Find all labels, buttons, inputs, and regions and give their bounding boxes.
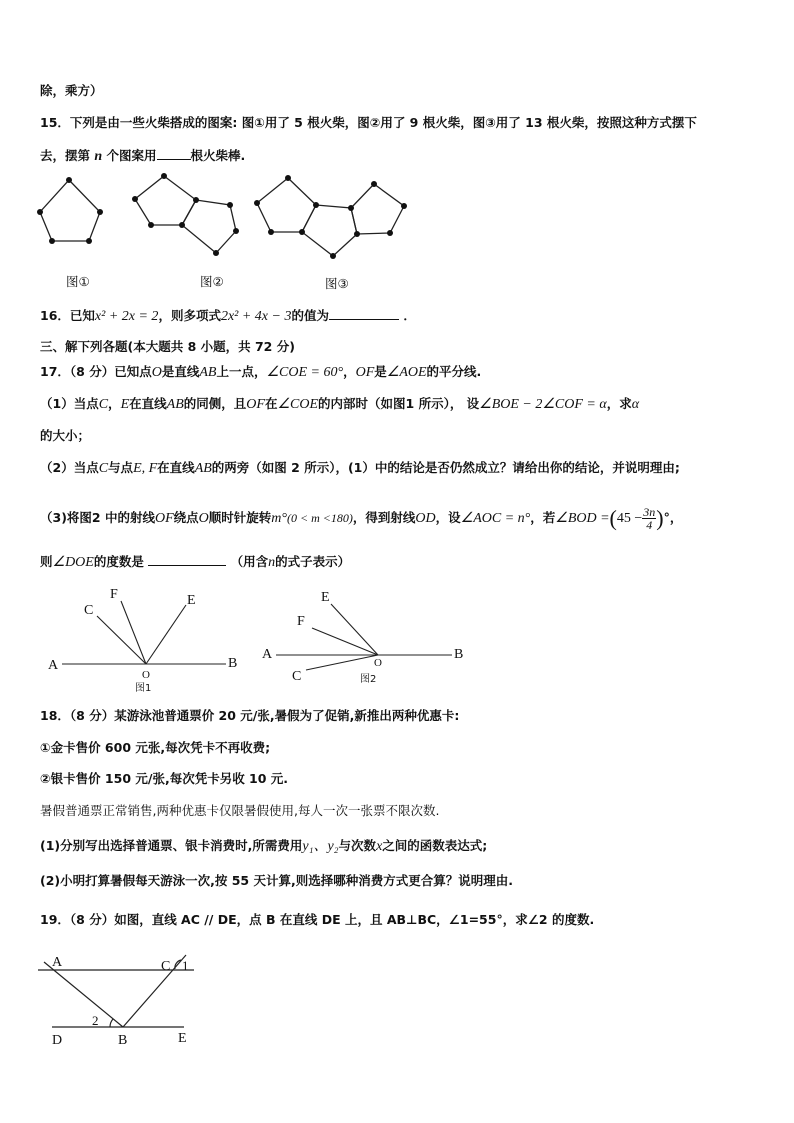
fig1-label-b: B [228,656,238,671]
label-1: 1 [182,958,189,973]
label-c: C [161,959,171,974]
fig1-caption: 图1 [135,683,152,694]
question-18: 18．（8 分）某游泳池普通票价 20 元/张,暑假为了促销,新推出两种优惠卡: [40,708,460,723]
fig1-label-f: F [110,587,118,602]
question-18-part1: (1)分别写出选择普通票、银卡消费时,所需费用y₁、y₂与次数x之间的函数表达式; [40,838,488,854]
question-19: 19．（8 分）如图，直线 AC // DE，点 B 在直线 DE 上，且 AB⊥BC，∠1=55°，求∠2 的度数. [40,912,595,927]
fig2-caption: 图② [200,274,224,289]
line-ab [44,962,123,1027]
question-18-note: 暑假普通票正常销售,两种优惠卡仅限暑假使用,每人一次一张票不限次数. [40,803,440,818]
angle-2-arc [110,1019,113,1027]
question-18-part2: (2)小明打算暑假每天游泳一次,按 55 天计算,则选择哪种消费方式更合算？说明理由. [40,873,513,888]
question-15-line1: 15．下列是由一些火柴搭成的图案: 图①用了 5 根火柴，图②用了 9 根火柴，图③用了 13 根火柴，按照这种方式摆下 [40,115,697,130]
section-heading: 三、解下列各题(本大题共 8 小题，共 72 分) [40,339,295,354]
label-2: 2 [92,1013,99,1028]
fig2-label-o: O [374,657,382,669]
label-d: D [52,1033,63,1048]
fig2-label-f: F [297,614,305,629]
question-17-part1-cont: 的大小； [40,428,91,443]
label-b: B [118,1033,128,1048]
fig2-label-b: B [454,647,464,662]
fig1-label-o: O [142,669,150,681]
question-17: 17．（8 分）已知点O是直线AB上一点，∠COE = 60°，OF是∠AOE的平分线. [40,364,482,380]
fig1-label-e: E [187,593,196,608]
question-17-part3-cont: 则∠DOE的度数是 （用含n的式子表示） [40,554,351,570]
fig2-caption: 图2 [360,674,377,685]
question-18-option1: ①金卡售价 600 元张,每次凭卡不再收费; [40,740,271,755]
fraction-3n-over-4: $\frac{3n}{4}$ [643,505,656,532]
question-17-part2: （2）当点C与点E, F在直线AB的两旁（如图 2 所示），(1）中的结论是否仍然成立？请给出你的结论，并说明理由; [40,460,680,476]
question-18-option2: ②银卡售价 150 元/张,每次凭卡另收 10 元. [40,771,289,786]
line-bc [123,955,186,1027]
question-15-line2: 去，摆第 n 个图案用 根火柴棒. [40,148,246,164]
label-e: E [178,1031,187,1046]
question-16: 16．已知x² + 2x = 2，则多项式2x² + 4x − 3的值为 ． [40,308,416,324]
label-a: A [52,955,63,970]
question-17-part1: （1）当点C，E在直线AB的同侧，且OF在∠COE的内部时（如图1 所示）， 设∠BOE − 2∠COF = α，求α [40,396,640,412]
fig2-label-a: A [262,647,273,662]
fig3-caption: 图③ [325,276,349,291]
fig2-label-e: E [321,590,330,605]
fig1-caption: 图① [66,274,90,289]
question-17-part3: （3)将图2 中的射线OF绕点O顺时针旋转m°(0 < m <180)，得到射线OD，设∠AOC = n°，若∠BOD =(45 − $\frac{3n}{4}$ )°， [40,505,683,532]
fig1-label-a: A [48,658,59,673]
fragment-line: 除，乘方） [40,83,103,98]
fig1-label-c: C [84,603,94,618]
fig2-label-c: C [292,669,302,684]
